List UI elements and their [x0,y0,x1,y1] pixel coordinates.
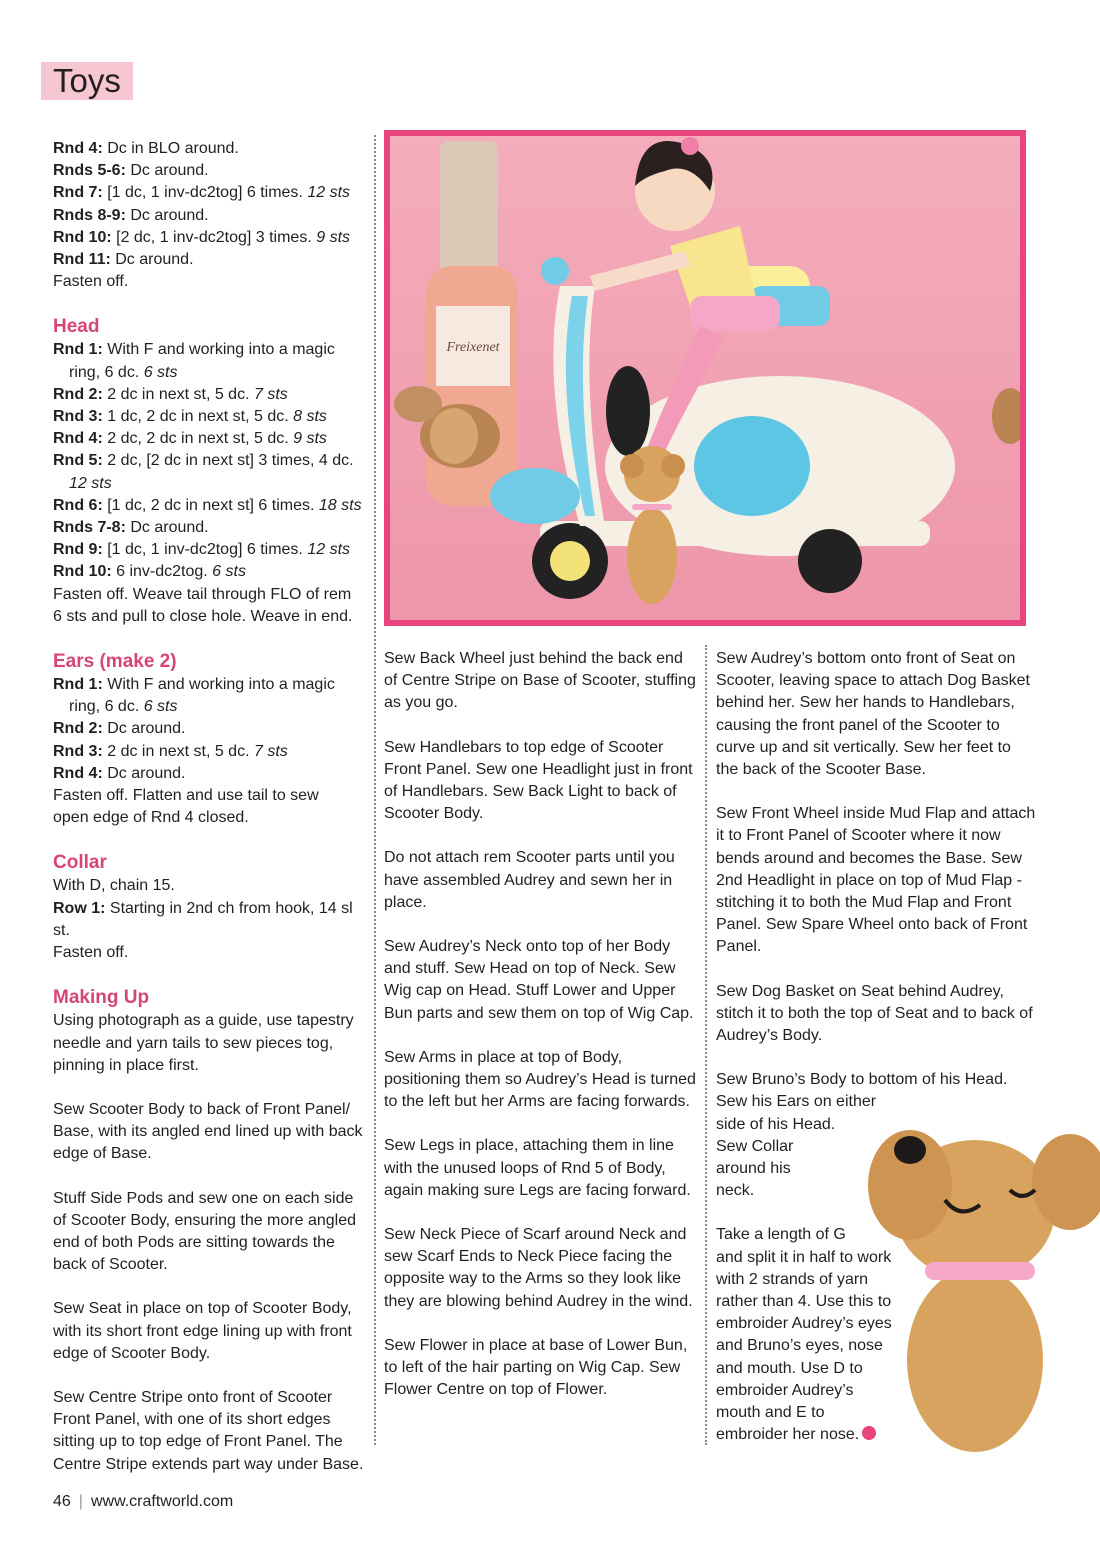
round-label: Rnd 10: [53,228,112,246]
round-text: 2 dc in next st, 5 dc. [102,742,254,760]
text-line-content: embroider Audrey’s eyes [716,1315,892,1333]
pattern-line [53,271,368,293]
column-divider-1 [374,135,376,1445]
round-text: [2 dc, 1 inv-dc2tog] 3 times. [111,228,317,246]
pattern-line [53,205,368,227]
text-line-content: embroider her nose. [716,1426,860,1444]
round-text: 6 sts and pull to close hole. Weave in end. [53,607,353,625]
pattern-line [53,539,368,561]
round-label: Rnd 10: [53,563,112,581]
page-number: 46 [53,1493,71,1510]
text-line-content: neck. [716,1182,755,1200]
stitch-count: 12 sts [69,474,112,492]
round-text: Dc around. [110,251,194,269]
pattern-line [53,227,368,249]
stitch-count: 12 sts [307,541,351,559]
stitch-count: 6 sts [212,563,246,581]
pattern-line [53,584,368,606]
paragraph: Sew Legs in place, attaching them in line with the unused loops of Rnd 5 of Body, again making sure Legs are facing forward. [384,1137,691,1199]
svg-text:Freixenet: Freixenet [446,340,500,355]
pattern-line [53,696,368,718]
stitch-count: 7 sts [253,742,288,760]
pattern-line [53,807,368,829]
pattern-line [53,384,368,406]
heading-collar: Collar [53,852,107,874]
round-label: Rnd 4: [53,140,103,157]
pattern-line [53,182,368,204]
text-line-content: around his [716,1160,791,1178]
paragraph: Sew Audrey’s bottom onto front of Seat on Scooter, leaving space to attach Dog Basket behind her. Sew her hands to Handlebars, causing the front panel of the Scooter to curve up and sit vertically. Sew her feet to the back of the Scooter Base. [716,650,1030,779]
round-label: Rnd 1: [53,341,103,359]
text-line [716,1091,1036,1113]
assembly-text-3 [716,648,1036,1047]
round-text: [1 dc, 1 inv-dc2tog] 6 times. [102,541,308,559]
text-line-content: with 2 strands of yarn [716,1270,869,1288]
section-tag: Toys [41,62,133,100]
text-line-content: and Bruno’s eyes, nose [716,1337,883,1355]
round-label: Rnds 7-8: [53,519,126,537]
paragraph: Sew Audrey’s Neck onto top of her Body and stuff. Sew Head on top of Neck. Sew Wig cap on Head. Stuff Lower and Upper Bun parts and sew them on top of Wig Cap. [384,938,694,1022]
paragraph: Sew Scooter Body to back of Front Panel/ Base, with its angled end lined up with back edge of Base. [53,1100,363,1163]
round-text: 2 dc, 2 dc in next st, 5 dc. [102,430,294,448]
text-line-content: and mouth. Use D to [716,1359,863,1377]
column-2 [384,648,696,1401]
round-label: Rnd 5: [53,452,103,470]
pattern-line [53,473,368,495]
pattern-line [53,362,368,384]
round-text: 6 inv-dc2tog. [111,563,213,581]
pattern-line [53,718,368,740]
text-line-content: side of his Head. [716,1115,836,1133]
stitch-count: 7 sts [253,385,288,403]
paragraph: Stuff Side Pods and sew one on each side of Scooter Body, ensuring the more angled end of both Pods are sitting towards the back of Scooter. [53,1189,356,1274]
round-text: ring, 6 dc. [69,363,144,381]
text-line-content: mouth and E to [716,1404,825,1422]
round-label: Rnd 1: [53,676,103,694]
heading-head: Head [53,316,100,338]
page-footer: 46 | www.craftworld.com [53,1493,234,1510]
stitch-count: 18 sts [318,496,362,514]
round-text: [1 dc, 1 inv-dc2tog] 6 times. [102,184,308,202]
pattern-line [53,428,368,450]
pattern-line [53,741,368,763]
round-text: With F and working into a magic [102,341,335,359]
text-line-content: Sew Bruno’s Body to bottom of his Head. [716,1071,1008,1089]
round-text: 1 dc, 2 dc in next st, 5 dc. [102,408,294,426]
pattern-rounds-body [53,138,368,293]
round-text: Dc around. [125,162,209,180]
paragraph: Sew Dog Basket on Seat behind Audrey, stitch it to both the top of Seat and to back of Audrey’s Body. [716,982,1033,1045]
round-text: 2 dc in next st, 5 dc. [102,385,254,403]
round-text: Dc around. [102,720,186,738]
round-text: ring, 6 dc. [69,698,144,716]
round-text: [1 dc, 2 dc in next st] 6 times. [102,496,319,514]
paragraph: Sew Handlebars to top edge of Scooter Front Panel. Sew one Headlight just in front of Handlebars. Sew Back Light to back of Scooter Body. [384,738,693,823]
pattern-line [53,942,368,964]
project-photo [384,130,1026,626]
round-text: open edge of Rnd 4 closed. [53,809,249,827]
pattern-rounds-head [53,339,368,628]
pattern-line [53,495,368,517]
round-label: Rnd 9: [53,541,103,559]
stitch-count: 9 sts [316,228,351,246]
assembly-text-2 [384,648,696,1401]
pattern-line [53,674,368,696]
pattern-line [53,450,368,472]
stitch-count: 8 sts [293,408,327,426]
stitch-count: 12 sts [307,184,351,202]
paragraph: Sew Front Wheel inside Mud Flap and attach it to Front Panel of Scooter where it now bends around and becomes the Base. Sew 2nd Headlight in place on top of Mud Flap - stitching it to both the Mud Flap and Front Panel. Sew Spare Wheel onto back of Front Panel. [716,805,1036,956]
heading-making-up: Making Up [53,987,150,1009]
paragraph: Sew Seat in place on top of Scooter Body, with its short front edge lining up with front edge of Scooter Body. [53,1300,352,1362]
round-text: With F and working into a magic [102,676,335,694]
dog-photo [850,1120,1100,1460]
paragraph: Sew Centre Stripe onto front of Scooter Front Panel, with one of its short edges sitting up to top edge of Front Panel. The Centre Stripe extends part way under Base. [53,1388,364,1473]
round-text: Dc around. [125,519,209,537]
round-text: Fasten off. [53,944,129,962]
pattern-line [53,339,368,361]
paragraph: Sew Arms in place at top of Body, positioning them so Audrey’s Head is turned to the left but her Arms are facing forwards. [384,1048,696,1111]
paragraph: Sew Neck Piece of Scarf around Neck and sew Scarf Ends to Neck Piece facing the opposite way to the Arms so they look like they are blowing behind Audrey in the wind. [384,1226,693,1310]
pattern-line [53,898,368,942]
round-text: Dc around. [125,206,209,224]
pattern-line [53,249,368,271]
making-up-text [53,1010,368,1475]
round-label: Rnds 5-6: [53,162,126,180]
text-line-content: Sew his Ears on either [716,1093,877,1111]
pattern-line [53,517,368,539]
paragraph: Do not attach rem Scooter parts until you have assembled Audrey and sewn her in place. [384,849,675,911]
round-text: Fasten off. Weave tail through FLO of rem [53,585,352,603]
round-label: Rnd 2: [53,720,103,738]
round-text: Dc around. [102,764,186,782]
text-line-content: and split it in half to work [716,1248,892,1266]
round-label: Rnd 4: [53,764,103,782]
round-label: Row 1: [53,899,106,917]
pattern-rows-collar [53,875,368,964]
footer-url[interactable]: www.craftworld.com [90,1493,234,1510]
round-text: With D, chain 15. [53,877,175,895]
round-label: Rnd 7: [53,184,103,202]
round-label: Rnd 4: [53,430,103,448]
round-label: Rnd 11: [53,251,111,269]
stitch-count: 9 sts [293,430,327,448]
pattern-rounds-ears [53,674,368,829]
text-line [716,1069,1036,1091]
round-label: Rnd 3: [53,408,103,426]
heading-ears: Ears (make 2) [53,651,177,673]
column-divider-3 [705,645,707,1445]
round-text: Dc in BLO around. [102,140,239,157]
text-line-content: embroider Audrey’s [716,1381,854,1399]
pattern-line [53,138,368,160]
pattern-line [53,406,368,428]
round-label: Rnds 8-9: [53,206,126,224]
column-1 [53,138,368,1476]
text-line-content: Sew Collar [716,1137,794,1155]
paragraph: Sew Back Wheel just behind the back end of Centre Stripe on Base of Scooter, stuffing as you go. [384,650,696,712]
stitch-count: 6 sts [143,698,178,716]
pattern-line [53,875,368,897]
pattern-line [53,606,368,628]
pattern-line [53,561,368,583]
round-text: Fasten off. Flatten and use tail to sew [53,787,319,805]
paragraph: Using photograph as a guide, use tapestry needle and yarn tails to sew pieces tog, pinning in place first. [53,1012,354,1074]
round-label: Rnd 6: [53,496,103,514]
round-label: Rnd 2: [53,385,103,403]
pattern-line [53,763,368,785]
round-text: 2 dc, [2 dc in next st] 3 times, 4 dc. [102,452,354,470]
round-label: Rnd 3: [53,742,103,760]
paragraph: Sew Flower in place at base of Lower Bun, to left of the hair parting on Wig Cap. Sew Flower Centre on top of Flower. [384,1336,688,1399]
text-line-content: Take a length of G [716,1226,846,1244]
round-text: Fasten off. [53,273,129,291]
round-text: Starting in 2nd ch from hook, 14 sl st. [53,899,353,939]
stitch-count: 6 sts [143,363,178,381]
pattern-line [53,785,368,807]
text-line-content: rather than 4. Use this to [716,1293,892,1311]
pattern-line [53,160,368,182]
